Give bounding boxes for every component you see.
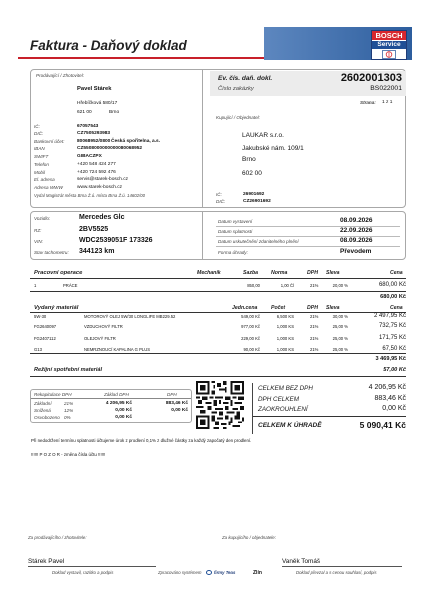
order-number: BS022001: [370, 85, 402, 92]
supplier-city: Brno: [109, 110, 120, 115]
dates-rule-3: [216, 246, 400, 247]
customer-dic-label: DIČ:: [216, 199, 226, 204]
work-row-code: 1: [34, 283, 37, 288]
materials-heading: Vydaný materiál: [34, 305, 79, 311]
date-taxable: 08.09.2026: [340, 237, 373, 244]
vat-row-1-vat: 883,46 Kč: [165, 401, 188, 406]
supplier-mobile: +420 724 592 476: [77, 170, 116, 175]
mat-row-4-vat: 21%: [310, 347, 319, 352]
mat-row-4-price: 67,50 Kč: [382, 346, 406, 352]
vehicle-model: Mercedes Glc: [79, 214, 125, 221]
mat-col-price: Cena: [390, 305, 403, 311]
rounding-label: ZAOKROUHLENÍ: [258, 406, 308, 413]
vat-recap-vat-header: DPH: [167, 392, 177, 397]
consumables-label: Režijní spotřební materiál: [34, 367, 103, 373]
work-row-rate: 850,00: [247, 283, 260, 288]
registry-note: Vydal Magistrát města Brna Ž.ú. místa Brna Ž.ú. 14602/00: [34, 193, 145, 198]
mat-col-vat: DPH: [307, 305, 318, 311]
mat-row-1-unit: 549,00 Kč: [241, 314, 260, 319]
rounding-value: 0,00 Kč: [382, 405, 406, 412]
supplier-email[interactable]: servis@starek-bosch.cz: [77, 177, 128, 182]
order-label: Číslo zakázky: [218, 86, 254, 92]
customer-ico: 26901692: [243, 192, 265, 197]
vehicle-divider: [202, 212, 203, 259]
mat-row-2-price: 732,75 Kč: [378, 323, 406, 329]
mat-row-3-discount: 25,00 %: [332, 336, 348, 341]
payment-method: Převodem: [340, 248, 372, 255]
supplier-signer: Stárek Pavel: [28, 558, 65, 565]
vat-row-3-base: 0,00 Kč: [115, 415, 132, 420]
consumables-rule: [30, 376, 406, 377]
customer-sign-line: [282, 566, 402, 567]
supplier-zip: 621 00: [77, 110, 92, 115]
total-vat-label: DPH CELKEM: [258, 396, 299, 403]
mobile-label: Mobil: [34, 170, 45, 175]
payment-label: Forma úhrady:: [218, 250, 248, 255]
supplier-name: Pavel Stárek: [77, 86, 112, 92]
swift-label: SWIFT: [34, 154, 49, 159]
mat-row-4-qty: 1,000 KS: [276, 347, 294, 352]
customer-sign-label: Za kupujícího / objednatele:: [222, 535, 276, 540]
vat-row-2-name: Snížená: [34, 408, 51, 413]
work-col-vat: DPH: [307, 270, 318, 276]
footer-city: Zlín: [253, 569, 262, 576]
mat-row-2-discount: 25,00 %: [332, 324, 348, 329]
vat-row-2-rate: 12%: [64, 408, 74, 413]
mat-row-1-discount: 30,00 %: [332, 314, 348, 319]
customer-zip: 602 00: [242, 170, 262, 177]
taxable-label: Datum uskutečnění zdanitelného plnění: [218, 239, 299, 244]
page-value: 1 z 1: [382, 100, 393, 105]
mat-col-unit: Jedn.cena: [232, 305, 258, 311]
work-subtotal-rule: [30, 291, 406, 292]
supplier-section-label: Prodávající / Zhotovitel:: [36, 73, 85, 78]
work-header-rule: [30, 278, 406, 279]
phone-label: Telefon: [34, 162, 49, 167]
dic-label: DIČ:: [34, 131, 44, 136]
vat-row-3-name: Osvobozeno: [34, 415, 60, 420]
mat-col-qty: Počet: [271, 305, 286, 311]
mat-row-3-name: OLEJOVÝ FILTR: [84, 336, 116, 341]
supplier-sign-note: Doklad vystavil, razítko a podpis: [52, 570, 114, 575]
rz-label: RZ:: [34, 228, 42, 233]
qr-code-icon: [196, 381, 244, 429]
vehicle-label: Vozidlo:: [34, 216, 51, 221]
vat-recap-base-header: Základ DPH: [104, 392, 129, 397]
page-title: Faktura - Daňový doklad: [30, 38, 187, 53]
customer-section-label: Kupující / Objednatel:: [216, 115, 260, 120]
ev-number: 2602001303: [340, 72, 402, 84]
mat-row-1-qty: 6,500 KS: [276, 314, 294, 319]
footer-text: Zpracováno systémem: [158, 570, 202, 575]
mat-row-2-unit: 977,00 Kč: [241, 324, 260, 329]
mat-row-3-price: 171,75 Kč: [378, 335, 406, 341]
supplier-street: Hřebíčková 580/17: [77, 101, 118, 106]
totals-rule: [253, 416, 406, 417]
mat-row-4-unit: 90,00 Kč: [243, 347, 260, 352]
mat-row-3-code: FG2407112: [34, 336, 56, 341]
vat-row-3-rate: 0%: [64, 415, 71, 420]
work-col-mechanic: Mechanik: [197, 270, 221, 276]
bank-label: Bankovní účet:: [34, 139, 65, 144]
mat-row-2-qty: 1,000 KS: [276, 324, 294, 329]
totals-divider: [252, 383, 253, 434]
total-to-pay-label: CELKEM K ÚHRADĚ: [258, 422, 322, 429]
footer-brand: firmy Teas: [214, 570, 236, 575]
customer-name: LAUKAR s.r.o.: [242, 132, 284, 139]
vat-row-1-name: Základní: [34, 401, 52, 406]
mat-row-4-code: G13: [34, 347, 42, 352]
penalty-note: Při nedodržení termínu splatnosti účtujeme úrok z prodlení 0,1% z dlužné částky za každý započatý den prodlení.: [31, 438, 252, 443]
logo-brand: BOSCH: [372, 31, 406, 40]
work-col-discount: Sleva: [326, 270, 340, 276]
mat-row-2-code: FG2640097: [34, 324, 57, 329]
supplier-web[interactable]: www.starek-bosch.cz: [77, 185, 123, 190]
work-subtotal: 680,00 Kč: [380, 294, 406, 300]
teas-logo-icon: [206, 570, 212, 575]
issued-label: Datum vystavení: [218, 219, 253, 224]
total-vat: 883,46 Kč: [374, 395, 406, 402]
iban-label: IBAN: [34, 146, 45, 151]
customer-street: Jakubské nám. 109/1: [242, 145, 304, 152]
mat-row-1-vat: 21%: [310, 314, 319, 319]
page-label: Strana:: [360, 100, 376, 105]
work-row-discount: 20,00 %: [332, 283, 348, 288]
supplier-swift: GIBACZPX: [77, 154, 102, 159]
ev-label: Ev. čís. daň. dokl.: [218, 75, 273, 82]
supplier-bank: 80068952/0800: [77, 139, 111, 144]
supplier-ico: 67057543: [77, 124, 99, 129]
supplier-iban: CZ5508000000000080068952: [77, 146, 143, 151]
mat-row-1-name: MOTOROVÝ OLEJ 5W/30 LONGLIFE MB229.52: [84, 314, 176, 319]
mat-row-1-price: 2 497,95 Kč: [373, 313, 406, 319]
vat-row-2-vat: 0,00 Kč: [171, 408, 188, 413]
date-issued: 08.09.2026: [340, 217, 373, 224]
mat-subtotal: 3 469,95 Kč: [375, 356, 406, 362]
mat-row-3-qty: 1,000 KS: [276, 336, 294, 341]
mat-row-4-discount: 25,00 %: [332, 347, 348, 352]
supplier-sign-line: [28, 566, 156, 567]
odometer-label: Stav tachometru:: [34, 250, 69, 255]
date-due: 22.09.2026: [340, 227, 373, 234]
mat-row-4-name: NEMRZNOUCÍ KAPALINA G PLUS: [84, 347, 151, 352]
mat-row-2-name: VZDUCHOVÝ FILTR: [84, 324, 123, 329]
vin-label: VIN:: [34, 239, 43, 244]
due-label: Datum splatnosti: [218, 229, 253, 234]
consumables-value: 57,00 Kč: [383, 367, 406, 373]
account-warning: !!!!!! P O Z O R - změna čísla účtu !!!!!!: [31, 452, 106, 457]
work-row-price: 680,00 Kč: [378, 282, 406, 288]
mat-row-3-unit: 229,00 Kč: [241, 336, 260, 341]
mat-row-1-code: 5W-30: [34, 314, 47, 319]
ico-label: IČ:: [34, 124, 40, 129]
customer-city: Brno: [242, 156, 256, 163]
total-without-vat: 4 206,95 Kč: [368, 384, 406, 391]
work-heading: Pracovní operace: [34, 270, 83, 276]
vat-recap-rule: [31, 398, 191, 399]
customer-dic: CZ26901692: [243, 199, 271, 204]
customer-signer: Vaněk Tomáš: [282, 558, 321, 565]
supplier-phone: +420 548 424 277: [77, 162, 116, 167]
total-to-pay: 5 090,41 Kč: [359, 420, 406, 430]
mat-row-3-vat: 21%: [310, 336, 319, 341]
customer-ico-label: IČ:: [216, 192, 222, 197]
work-col-rate: Sazba: [243, 270, 258, 276]
supplier-bank-name: Česká spořitelna, a.s.: [111, 139, 161, 144]
vat-recap-header: Rekapitulace DPH: [34, 392, 72, 397]
email-label: El. adresa: [34, 177, 55, 182]
vehicle-vin: WDC2539051F 173326: [79, 237, 153, 244]
mat-col-discount: Sleva: [326, 305, 340, 311]
customer-sign-note: Doklad převzal a s cenou souhlasí, podpis: [296, 570, 377, 575]
mat-subtotal-rule: [30, 353, 406, 354]
mat-row-2-vat: 21%: [310, 324, 319, 329]
vat-row-2-base: 0,00 Kč: [115, 408, 132, 413]
work-row-norm: 1,00 Čl: [280, 283, 294, 288]
logo-service: Service: [372, 41, 406, 49]
total-without-vat-label: CELKEM BEZ DPH: [258, 385, 313, 392]
work-row-vat: 21%: [310, 283, 319, 288]
supplier-dic: CZ7505293983: [77, 131, 111, 136]
work-col-norm: Norma: [271, 270, 288, 276]
vat-row-1-rate: 21%: [64, 401, 74, 406]
parties-divider: [202, 70, 203, 207]
work-col-price: Cena: [390, 270, 403, 276]
web-label: Adresa WWW: [34, 185, 63, 190]
vehicle-odometer: 344123 km: [79, 248, 115, 255]
vehicle-rz: 2BV5525: [79, 226, 109, 233]
vat-row-1-base: 4 206,95 Kč: [105, 401, 132, 406]
supplier-sign-label: Za prodávajícího / zhotovitele:: [28, 535, 87, 540]
title-rule: [18, 57, 266, 59]
work-row-name: PRÁCE: [63, 283, 78, 288]
shield-icon: [382, 50, 396, 59]
